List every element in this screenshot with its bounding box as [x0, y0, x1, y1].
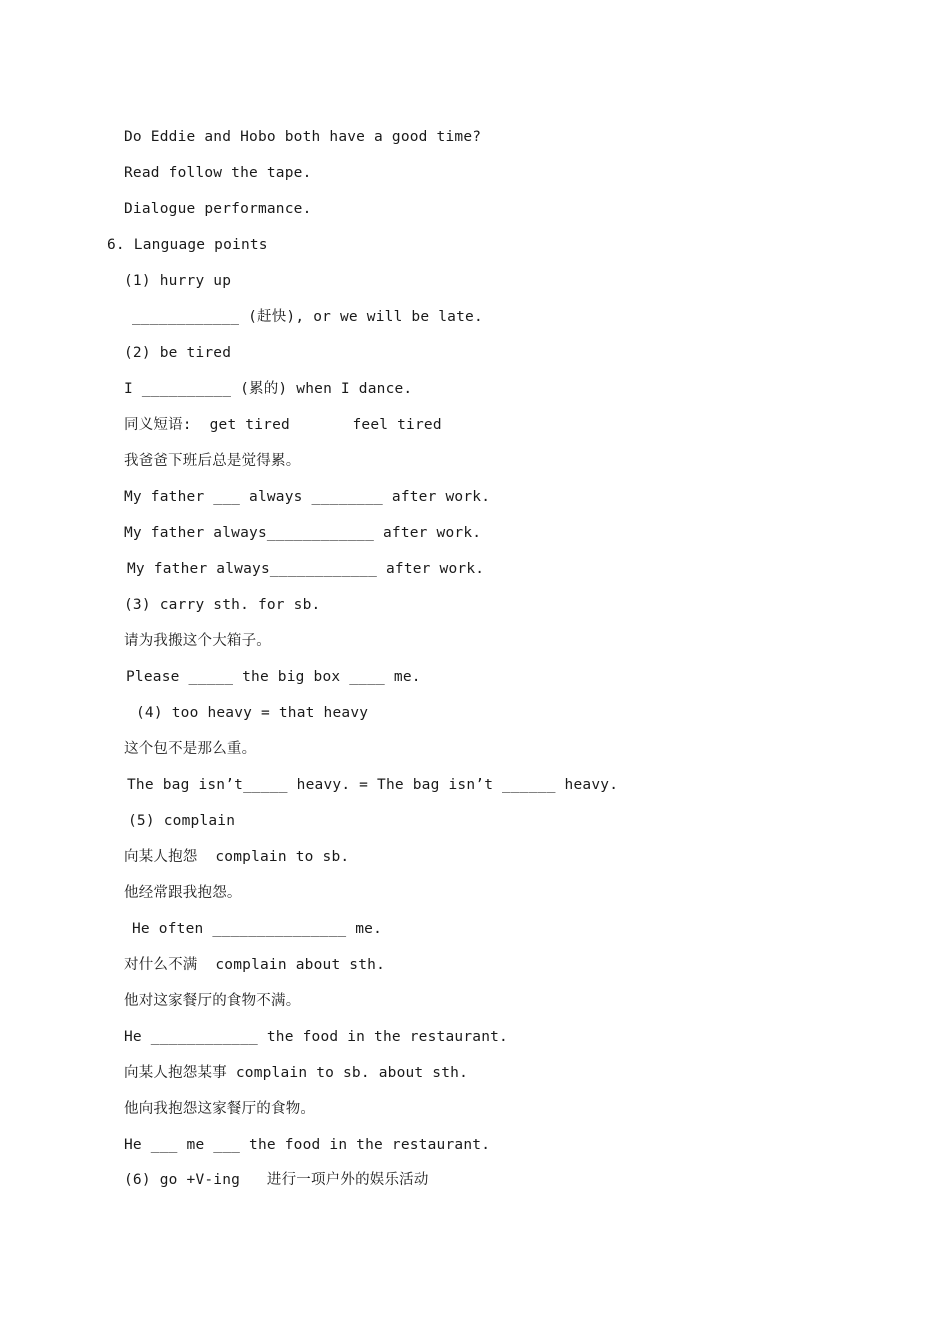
complain-to-sb-about-sth: 向某人抱怨某事 complain to sb. about sth.: [124, 1065, 469, 1081]
complain-to-sb: 向某人抱怨 complain to sb.: [124, 849, 350, 865]
instruction-dialogue: Dialogue performance.: [124, 201, 312, 217]
exercise-restaurant-1: He ____________ the food in the restaurant.: [124, 1029, 508, 1045]
complain-about-sth: 对什么不满 complain about sth.: [124, 957, 386, 973]
point-carry: (3) carry sth. for sb.: [124, 597, 321, 613]
chinese-sentence-father-tired: 我爸爸下班后总是觉得累。: [124, 453, 301, 469]
instruction-read-follow: Read follow the tape.: [124, 165, 312, 181]
exercise-complain-me: He often _______________ me.: [132, 921, 383, 937]
point-too-heavy: (4) too heavy = that heavy: [136, 705, 369, 721]
exercise-be-tired: I __________ (累的) when I dance.: [124, 381, 413, 397]
question-good-time: Do Eddie and Hobo both have a good time?: [124, 129, 482, 145]
section-heading-language-points: 6. Language points: [107, 237, 268, 253]
chinese-sentence-complain-me: 他经常跟我抱怨。: [124, 885, 242, 901]
point-hurry-up: (1) hurry up: [124, 273, 232, 289]
point-be-tired: (2) be tired: [124, 345, 232, 361]
point-go-ving: (6) go +V-ing 进行一项户外的娱乐活动: [124, 1172, 429, 1188]
exercise-father-1: My father ___ always ________ after work.: [124, 489, 491, 505]
exercise-hurry-up: ____________ (赶快), or we will be late.: [132, 309, 483, 325]
exercise-restaurant-2: He ___ me ___ the food in the restaurant.: [124, 1137, 491, 1153]
exercise-father-2: My father always____________ after work.: [124, 525, 482, 541]
chinese-sentence-bag-heavy: 这个包不是那么重。: [124, 741, 257, 757]
chinese-sentence-restaurant: 他对这家餐厅的食物不满。: [124, 993, 301, 1009]
exercise-bag-heavy: The bag isn’t_____ heavy. = The bag isn’t ______ heavy.: [127, 777, 619, 793]
exercise-father-3: My father always____________ after work.: [127, 561, 485, 577]
point-complain: (5) complain: [128, 813, 236, 829]
synonym-phrases: 同义短语: get tired feel tired: [124, 417, 442, 433]
chinese-sentence-carry-box: 请为我搬这个大箱子。: [124, 633, 271, 649]
exercise-carry: Please _____ the big box ____ me.: [126, 669, 421, 685]
chinese-sentence-complain-food: 他向我抱怨这家餐厅的食物。: [124, 1101, 316, 1117]
